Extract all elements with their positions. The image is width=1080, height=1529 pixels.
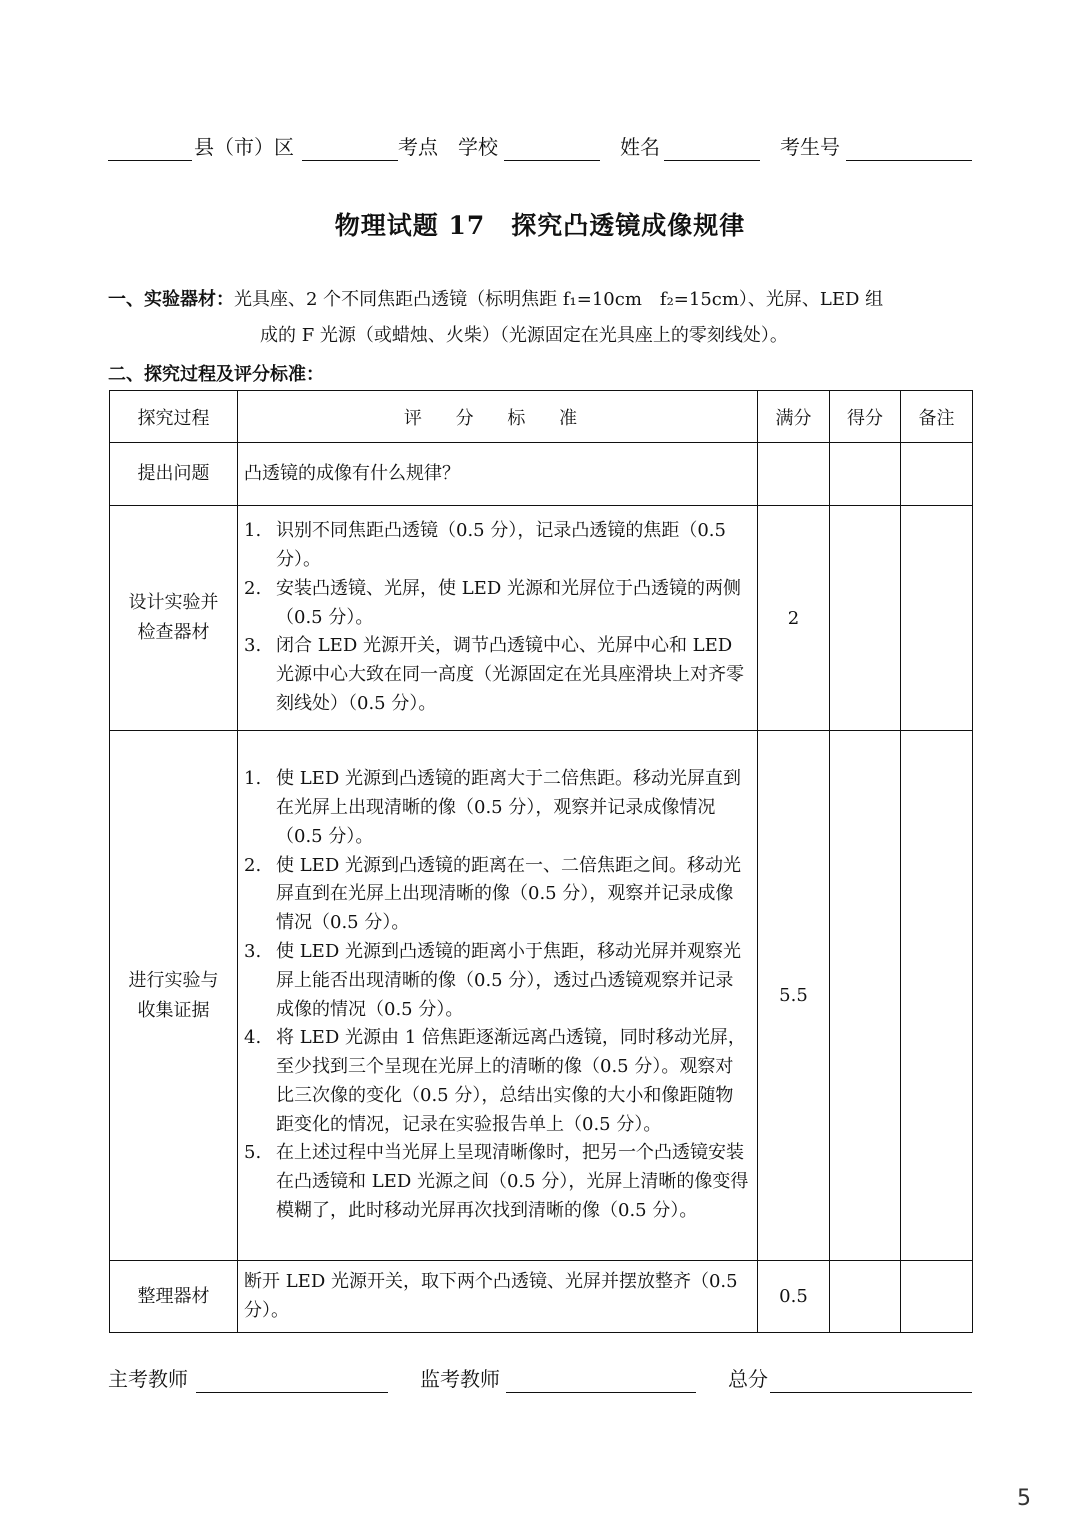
chief-examiner-blank[interactable] <box>196 1392 388 1393</box>
list-item: 3. 使 LED 光源到凸透镜的距离小于焦距，移动光屏并观察光屏上能否出现清晰的像（0.5 分），透过凸透镜观察并记录成像的情况（0.5 分）。 <box>244 940 741 1020</box>
full-score-cell: 5.5 <box>758 731 830 1261</box>
score-cell[interactable] <box>830 506 901 731</box>
page-title: 物理试题 17 探究凸透镜成像规律 <box>334 211 746 240</box>
criteria-cell: 凸透镜的成像有什么规律？ <box>238 443 758 506</box>
scoring-table <box>109 390 973 1333</box>
full-score-cell <box>758 443 830 506</box>
list-item: 4. 将 LED 光源由 1 倍焦距逐渐远离凸透镜，同时移动光屏，至少找到三个呈现在光屏上的清晰的像（0.5 分）。观察对比三次像的变化（0.5 分），总结出实像的大小和像距随物距变化的情况，记录在实验报告单上（0.5 分）。 <box>244 1027 746 1135</box>
note-cell[interactable] <box>901 731 973 1261</box>
exam-number-blank[interactable] <box>846 160 972 161</box>
score-cell[interactable] <box>830 1261 901 1333</box>
full-score-cell: 2 <box>758 506 830 731</box>
header-score: 得分 <box>830 391 901 443</box>
process-cell: 设计实验并检查器材 <box>110 506 238 731</box>
header-note: 备注 <box>901 391 973 443</box>
list-item: 1. 使 LED 光源到凸透镜的距离大于二倍焦距。移动光屏直到在光屏上出现清晰的像（0.5 分），观察并记录成像情况（0.5 分）。 <box>244 768 741 847</box>
list-item: 5. 在上述过程中当光屏上呈现清晰像时，把另一个凸透镜安装在凸透镜和 LED 光源之间（0.5 分），光屏上清晰的像变得模糊了，此时移动光屏再次找到清晰的像（0.5 分）。 <box>244 1142 749 1222</box>
full-score-cell: 0.5 <box>758 1261 830 1333</box>
table-row <box>110 1261 973 1333</box>
total-score-label: 总分 <box>728 1367 768 1391</box>
table-row <box>110 731 973 1261</box>
process-cell: 提出问题 <box>110 443 238 506</box>
procedure-heading: 二、探究过程及评分标准： <box>108 364 324 385</box>
candidate-info-line <box>108 130 972 164</box>
table-row <box>110 506 973 731</box>
header-process: 探究过程 <box>110 391 238 443</box>
equipment-section <box>108 282 978 354</box>
county-label: 县（市）区 <box>194 135 294 159</box>
score-cell[interactable] <box>830 731 901 1261</box>
name-blank[interactable] <box>664 160 760 161</box>
criteria-list <box>244 765 751 1226</box>
total-score-blank[interactable] <box>770 1392 972 1393</box>
signature-line <box>108 1362 972 1396</box>
score-cell[interactable] <box>830 443 901 506</box>
equipment-line-1: 光具座、2 个不同焦距凸透镜（标明焦距 f₁=10cm f₂=15cm）、光屏、LED 组 <box>234 289 884 310</box>
page-number: 5 <box>1017 1486 1031 1511</box>
criteria-cell <box>238 731 758 1261</box>
district-blank[interactable] <box>302 160 398 161</box>
note-cell[interactable] <box>901 443 973 506</box>
proctor-blank[interactable] <box>506 1392 696 1393</box>
header-criteria: 评 分 标 准 <box>238 391 758 443</box>
criteria-list <box>244 517 751 719</box>
criteria-cell <box>238 506 758 731</box>
note-cell[interactable] <box>901 506 973 731</box>
list-item: 3. 闭合 LED 光源开关，调节凸透镜中心、光屏中心和 LED 光源中心大致在同一高度（光源固定在光具座滑块上对齐零刻线处）（0.5 分）。 <box>244 635 744 714</box>
process-cell: 整理器材 <box>110 1261 238 1333</box>
criteria-cell: 断开 LED 光源开关，取下两个凸透镜、光屏并摆放整齐（0.5 分）。 <box>238 1261 758 1333</box>
equipment-heading: 一、实验器材： <box>108 289 234 310</box>
header-full-score: 满分 <box>758 391 830 443</box>
proctor-label: 监考教师 <box>420 1367 500 1391</box>
exam-number-label: 考生号 <box>780 135 840 159</box>
list-item: 1. 识别不同焦距凸透镜（0.5 分），记录凸透镜的焦距（0.5 分）。 <box>244 520 726 570</box>
note-cell[interactable] <box>901 1261 973 1333</box>
county-blank[interactable] <box>108 160 192 161</box>
site-school-label: 考点 学校 <box>398 135 498 159</box>
list-item: 2. 安装凸透镜、光屏，使 LED 光源和光屏位于凸透镜的两侧（0.5 分）。 <box>244 577 741 628</box>
chief-examiner-label: 主考教师 <box>108 1367 188 1391</box>
table-row <box>110 443 973 506</box>
equipment-line-2: 成的 F 光源（或蜡烛、火柴）（光源固定在光具座上的零刻线处）。 <box>260 325 788 346</box>
process-cell: 进行实验与收集证据 <box>110 731 238 1261</box>
table-header-row <box>110 391 973 443</box>
list-item: 2. 使 LED 光源到凸透镜的距离在一、二倍焦距之间。移动光屏直到在光屏上出现清晰的像（0.5 分），观察并记录成像情况（0.5 分）。 <box>244 854 741 934</box>
school-blank[interactable] <box>504 160 600 161</box>
name-label: 姓名 <box>620 135 660 159</box>
